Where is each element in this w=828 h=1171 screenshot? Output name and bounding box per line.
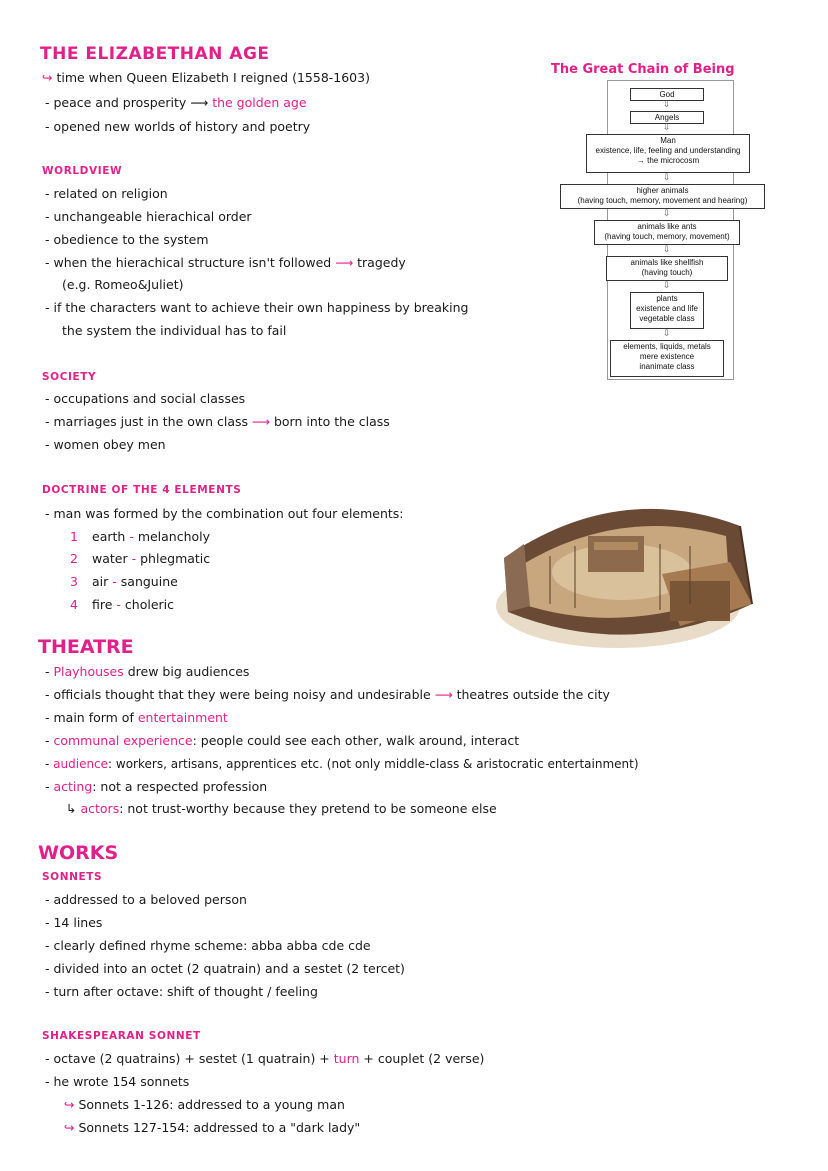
audience-highlight: audience bbox=[53, 757, 109, 771]
elizabethan-line-1 bbox=[42, 70, 370, 86]
element-name: water bbox=[92, 551, 128, 566]
shakespearean-item-3-text: Sonnets 1-126: addressed to a young man bbox=[78, 1097, 345, 1112]
worldview-item-4-continued: (e.g. Romeo&Juliet) bbox=[62, 277, 184, 292]
chain-box-god: God bbox=[630, 88, 704, 101]
element-temper: choleric bbox=[124, 597, 175, 612]
chain-box-ants: animals like ants (having touch, memory, movement) bbox=[594, 220, 740, 245]
theatre-item-1: - Playhouses drew big audiences bbox=[45, 664, 250, 679]
shakespearean-item-3 bbox=[64, 1097, 345, 1113]
society-item-1: - occupations and social classes bbox=[45, 391, 246, 406]
down-arrow-icon: ⇩ bbox=[663, 329, 671, 339]
theatre-item-7 bbox=[66, 801, 497, 817]
element-row: 2 water - phlegmatic bbox=[70, 551, 211, 566]
society-item-3: - women obey men bbox=[45, 437, 166, 452]
elizabethan-line-3: - opened new worlds of history and poetry bbox=[45, 119, 311, 134]
section-title-elizabethan-age: THE ELIZABETHAN AGE bbox=[40, 44, 270, 64]
society-item-2-text: marriages just in the own class bbox=[53, 414, 249, 429]
globe-theatre-illustration bbox=[490, 486, 765, 676]
worldview-item-2-text: unchangeable hierachical order bbox=[53, 209, 252, 224]
arrow-icon: ↳ bbox=[66, 801, 77, 816]
shakespearean-item-1-text: octave (2 quatrains) + sestet (1 quatrain) + bbox=[53, 1051, 330, 1066]
theatre-item-2-result: theatres outside the city bbox=[456, 687, 610, 702]
elizabethan-line-3-text: opened new worlds of history and poetry bbox=[53, 119, 311, 134]
element-name: air bbox=[92, 574, 109, 589]
theatre-item-1-text: drew big audiences bbox=[127, 664, 250, 679]
worldview-item-5-continued: the system the individual has to fail bbox=[62, 323, 287, 338]
chain-box-man: Man existence, life, feeling and understanding → the microcosm bbox=[586, 134, 750, 173]
sonnets-item-1: - addressed to a beloved person bbox=[45, 892, 247, 907]
acting-highlight: acting bbox=[53, 779, 93, 794]
chain-box-higher-animals: higher animals (having touch, memory, movement and hearing) bbox=[560, 184, 765, 209]
turn-highlight: turn bbox=[333, 1051, 360, 1066]
worldview-item-2: - unchangeable hierachical order bbox=[45, 209, 252, 224]
worldview-item-5: - if the characters want to achieve their own happiness by breaking bbox=[45, 300, 469, 315]
chain-box-angels: Angels bbox=[630, 111, 704, 124]
section-title-works: WORKS bbox=[38, 842, 119, 864]
theatre-item-2: - officials thought that they were being noisy and undesirable ⟶ theatres outside the city bbox=[45, 687, 610, 702]
chain-title: The Great Chain of Being bbox=[551, 62, 735, 77]
section-title-society: SOCIETY bbox=[42, 371, 97, 383]
shakespearean-item-1-end: + couplet (2 verse) bbox=[363, 1051, 485, 1066]
shakespearean-item-4-text: Sonnets 127-154: addressed to a "dark lady" bbox=[78, 1120, 361, 1135]
worldview-item-3-text: obedience to the system bbox=[53, 232, 209, 247]
worldview-item-1: - related on religion bbox=[45, 186, 168, 201]
element-temper: sanguine bbox=[120, 574, 178, 589]
theatre-item-3: - main form of entertainment bbox=[45, 710, 228, 725]
theatre-item-4-text: : people could see each other, walk around, interact bbox=[192, 733, 520, 748]
arrow-icon: ↪ bbox=[64, 1097, 75, 1112]
element-row: 1 earth - melancholy bbox=[70, 529, 211, 544]
element-name: fire bbox=[92, 597, 113, 612]
worldview-item-4-result: tragedy bbox=[357, 255, 406, 270]
sonnets-item-2-text: 14 lines bbox=[53, 915, 103, 930]
element-number: 2 bbox=[70, 551, 78, 566]
society-item-2-result: born into the class bbox=[273, 414, 390, 429]
elizabethan-line-1-text: time when Queen Elizabeth I reigned (1558-1603) bbox=[56, 70, 370, 85]
sonnets-item-5: - turn after octave: shift of thought / feeling bbox=[45, 984, 318, 999]
worldview-item-4-text: when the hierachical structure isn't followed bbox=[53, 255, 332, 270]
worldview-item-5-text: if the characters want to achieve their own happiness by breaking bbox=[53, 300, 469, 315]
chain-box-elements: elements, liquids, metals mere existence inanimate class bbox=[610, 340, 724, 377]
worldview-item-4: - when the hierachical structure isn't followed ⟶ tragedy bbox=[45, 255, 406, 270]
arrow-right-icon: ⟶ bbox=[434, 687, 453, 702]
element-row: 3 air - sanguine bbox=[70, 574, 178, 589]
theatre-item-2-text: officials thought that they were being noisy and undesirable bbox=[53, 687, 431, 702]
section-title-sonnets: SONNETS bbox=[42, 871, 103, 883]
shakespearean-item-2: - he wrote 154 sonnets bbox=[45, 1074, 190, 1089]
doctrine-intro: - man was formed by the combination out four elements: bbox=[45, 506, 404, 521]
society-item-2: - marriages just in the own class ⟶ born into the class bbox=[45, 414, 390, 429]
society-item-1-text: occupations and social classes bbox=[53, 391, 246, 406]
chain-box-plants: plants existence and life vegetable class bbox=[630, 292, 704, 329]
entertainment-highlight: entertainment bbox=[137, 710, 228, 725]
theatre-item-4: - communal experience: people could see each other, walk around, interact bbox=[45, 733, 520, 748]
down-arrow-icon: ⇩ bbox=[663, 245, 671, 255]
down-arrow-icon: ⇩ bbox=[663, 281, 671, 291]
section-title-shakespearean-sonnet: SHAKESPEARAN SONNET bbox=[42, 1030, 201, 1042]
down-arrow-icon: ⇩ bbox=[663, 100, 671, 110]
theatre-item-7-text: : not trust-worthy because they pretend to be someone else bbox=[119, 801, 497, 816]
sonnets-item-3-text: clearly defined rhyme scheme: abba abba cde cde bbox=[53, 938, 371, 953]
arrow-right-icon: ⟶ bbox=[190, 95, 209, 110]
sonnets-item-5-text: turn after octave: shift of thought / feeling bbox=[53, 984, 318, 999]
theatre-item-6: - acting: not a respected profession bbox=[45, 779, 268, 794]
element-number: 4 bbox=[70, 597, 78, 612]
theatre-item-3-text: main form of bbox=[53, 710, 134, 725]
down-arrow-icon: ⇩ bbox=[663, 209, 671, 219]
element-temper: melancholy bbox=[137, 529, 211, 544]
section-title-worldview: WORLDVIEW bbox=[42, 165, 123, 177]
sonnets-item-3: - clearly defined rhyme scheme: abba abba cde cde bbox=[45, 938, 371, 953]
chain-box-shellfish: animals like shellfish (having touch) bbox=[606, 256, 728, 281]
society-item-3-text: women obey men bbox=[53, 437, 166, 452]
worldview-item-3: - obedience to the system bbox=[45, 232, 209, 247]
theatre-item-5-text: : workers, artisans, apprentices etc. (not only middle-class & aristocratic entertainment) bbox=[108, 757, 639, 771]
shakespearean-item-1: - octave (2 quatrains) + sestet (1 quatrain) + turn + couplet (2 verse) bbox=[45, 1051, 485, 1066]
arrow-icon: ↪ bbox=[42, 70, 53, 85]
shakespearean-item-2-text: he wrote 154 sonnets bbox=[53, 1074, 190, 1089]
section-title-doctrine: DOCTRINE OF THE 4 ELEMENTS bbox=[42, 484, 242, 496]
arrow-right-icon: ⟶ bbox=[335, 255, 354, 270]
actors-highlight: actors bbox=[80, 801, 120, 816]
communal-experience-highlight: communal experience bbox=[53, 733, 193, 748]
down-arrow-icon: ⇩ bbox=[663, 173, 671, 183]
section-title-theatre: THEATRE bbox=[38, 636, 134, 658]
element-temper: phlegmatic bbox=[140, 551, 211, 566]
sonnets-item-1-text: addressed to a beloved person bbox=[53, 892, 247, 907]
doctrine-intro-text: man was formed by the combination out four elements: bbox=[53, 506, 404, 521]
theatre-item-6-text: : not a respected profession bbox=[92, 779, 268, 794]
elizabethan-line-2: - peace and prosperity ⟶ the golden age bbox=[45, 95, 307, 110]
arrow-icon: ↪ bbox=[64, 1120, 75, 1135]
element-number: 3 bbox=[70, 574, 78, 589]
element-number: 1 bbox=[70, 529, 78, 544]
theatre-item-5: - audience: workers, artisans, apprentices etc. (not only middle-class & aristocratic entertainment) bbox=[45, 757, 639, 771]
arrow-right-icon: ⟶ bbox=[252, 414, 270, 429]
golden-age-highlight: the golden age bbox=[212, 95, 307, 110]
worldview-item-1-text: related on religion bbox=[53, 186, 168, 201]
playhouses-highlight: Playhouses bbox=[53, 664, 124, 679]
shakespearean-item-4 bbox=[64, 1120, 360, 1136]
sonnets-item-4: - divided into an octet (2 quatrain) and a sestet (2 tercet) bbox=[45, 961, 405, 976]
element-row: 4 fire - choleric bbox=[70, 597, 175, 612]
element-name: earth bbox=[92, 529, 126, 544]
elizabethan-line-2-text: peace and prosperity bbox=[53, 95, 187, 110]
sonnets-item-2: - 14 lines bbox=[45, 915, 103, 930]
sonnets-item-4-text: divided into an octet (2 quatrain) and a sestet (2 tercet) bbox=[53, 961, 405, 976]
down-arrow-icon: ⇩ bbox=[663, 123, 671, 133]
